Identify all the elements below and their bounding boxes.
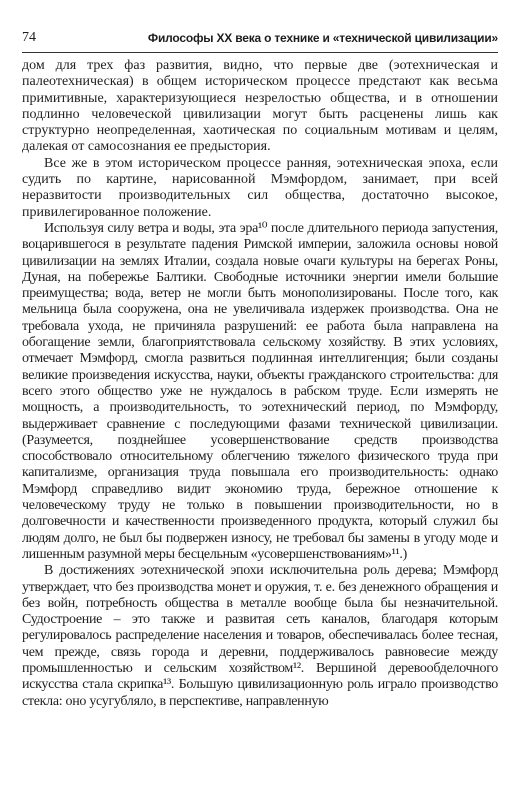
- paragraph-4: В достижениях эотехнической эпохи исключительна роль дерева; Мэмфорд утверждает, что без производства монет и оружия, т. е. без денежного обращения и без войн, потребность общества в металле вообще была бы незначительной. Судостроение – это также и развитая сеть каналов, благодаря которым регулировалось распределение населения и товаров, обеспечивалась более тесная, чем прежде, связь города и деревни, поддерживалось равновесие между промышленностью и сельским хозяйством¹². Вершиной деревообделочного искусства стала скрипка¹³. Большую цивилизационную роль играло производство стекла: оно усугубляло, в перспективе, направленную: [22, 563, 498, 709]
- page-body: [22, 58, 498, 710]
- page-header: [22, 28, 498, 53]
- running-title: Философы XX века о технике и «технической цивилизации»: [147, 31, 498, 45]
- paragraph-1: дом для трех фаз развития, видно, что первые две (эотехническая и палеотехническая) в общем историческом процессе предстают как весьма примитивные, характеризующиеся незрелостью общества, и в отношении подлинно человеческой цивилизации могут быть расценены лишь как структурно неопределенная, хаотическая по социальным мотивам и целям, далекая от самосознания ее предыстория.: [22, 58, 498, 155]
- paragraph-3: Используя силу ветра и воды, эта эра¹⁰ после длительного периода запустения, воцарившегося в результате падения Римской империи, заложила основы новой цивилизации на землях Италии, создала новые очаги культуры на берегах Роны, Дуная, на побережье Балтики. Свободные источники энергии имели большие преимущества; вода, ветер не могли быть монополизированы. После того, как мельница была сооружена, она не увеличивала издержек производства. Она не требовала ухода, не причиняла разрушений: ее работа была направлена на обогащение земли, благоприятствовала сельскому хозяйству. В этих условиях, отмечает Мэмфорд, смогла развиться подлинная интеллигенция; были созданы великие произведения искусства, науки, объекты гражданского строительства: для всего этого общество уже не нуждалось в рабском труде. Если измерять не мощность, а производительность, то эотехнический период, по Мэмфорду, выдерживает сравнение с последующими фазами технической цивилизации. (Разумеется, позднейшее усовершенствование средств производства способствовало относительному облегчению тяжелого физического труда при капитализме, организация труда повышала его производительность: однако Мэмфорд справедливо видит экономию труда, бережное отношение к человеческому труду не только в повышении производительности, но в долговечности и качественности произведенного продукта, который служил бы людям долго, не был бы подвержен износу, не требовал бы замены в угоду моде и лишенным разумной меры бесцельным «усовершенствованиям»¹¹.): [22, 220, 498, 562]
- page-number: 74: [22, 30, 36, 45]
- paragraph-2: Все же в этом историческом процессе ранняя, эотехническая эпоха, если судить по картине, нарисованной Мэмфордом, занимает, при всей неразвитости производительных сил общества, достаточно высокое, привилегированное положение.: [22, 155, 498, 220]
